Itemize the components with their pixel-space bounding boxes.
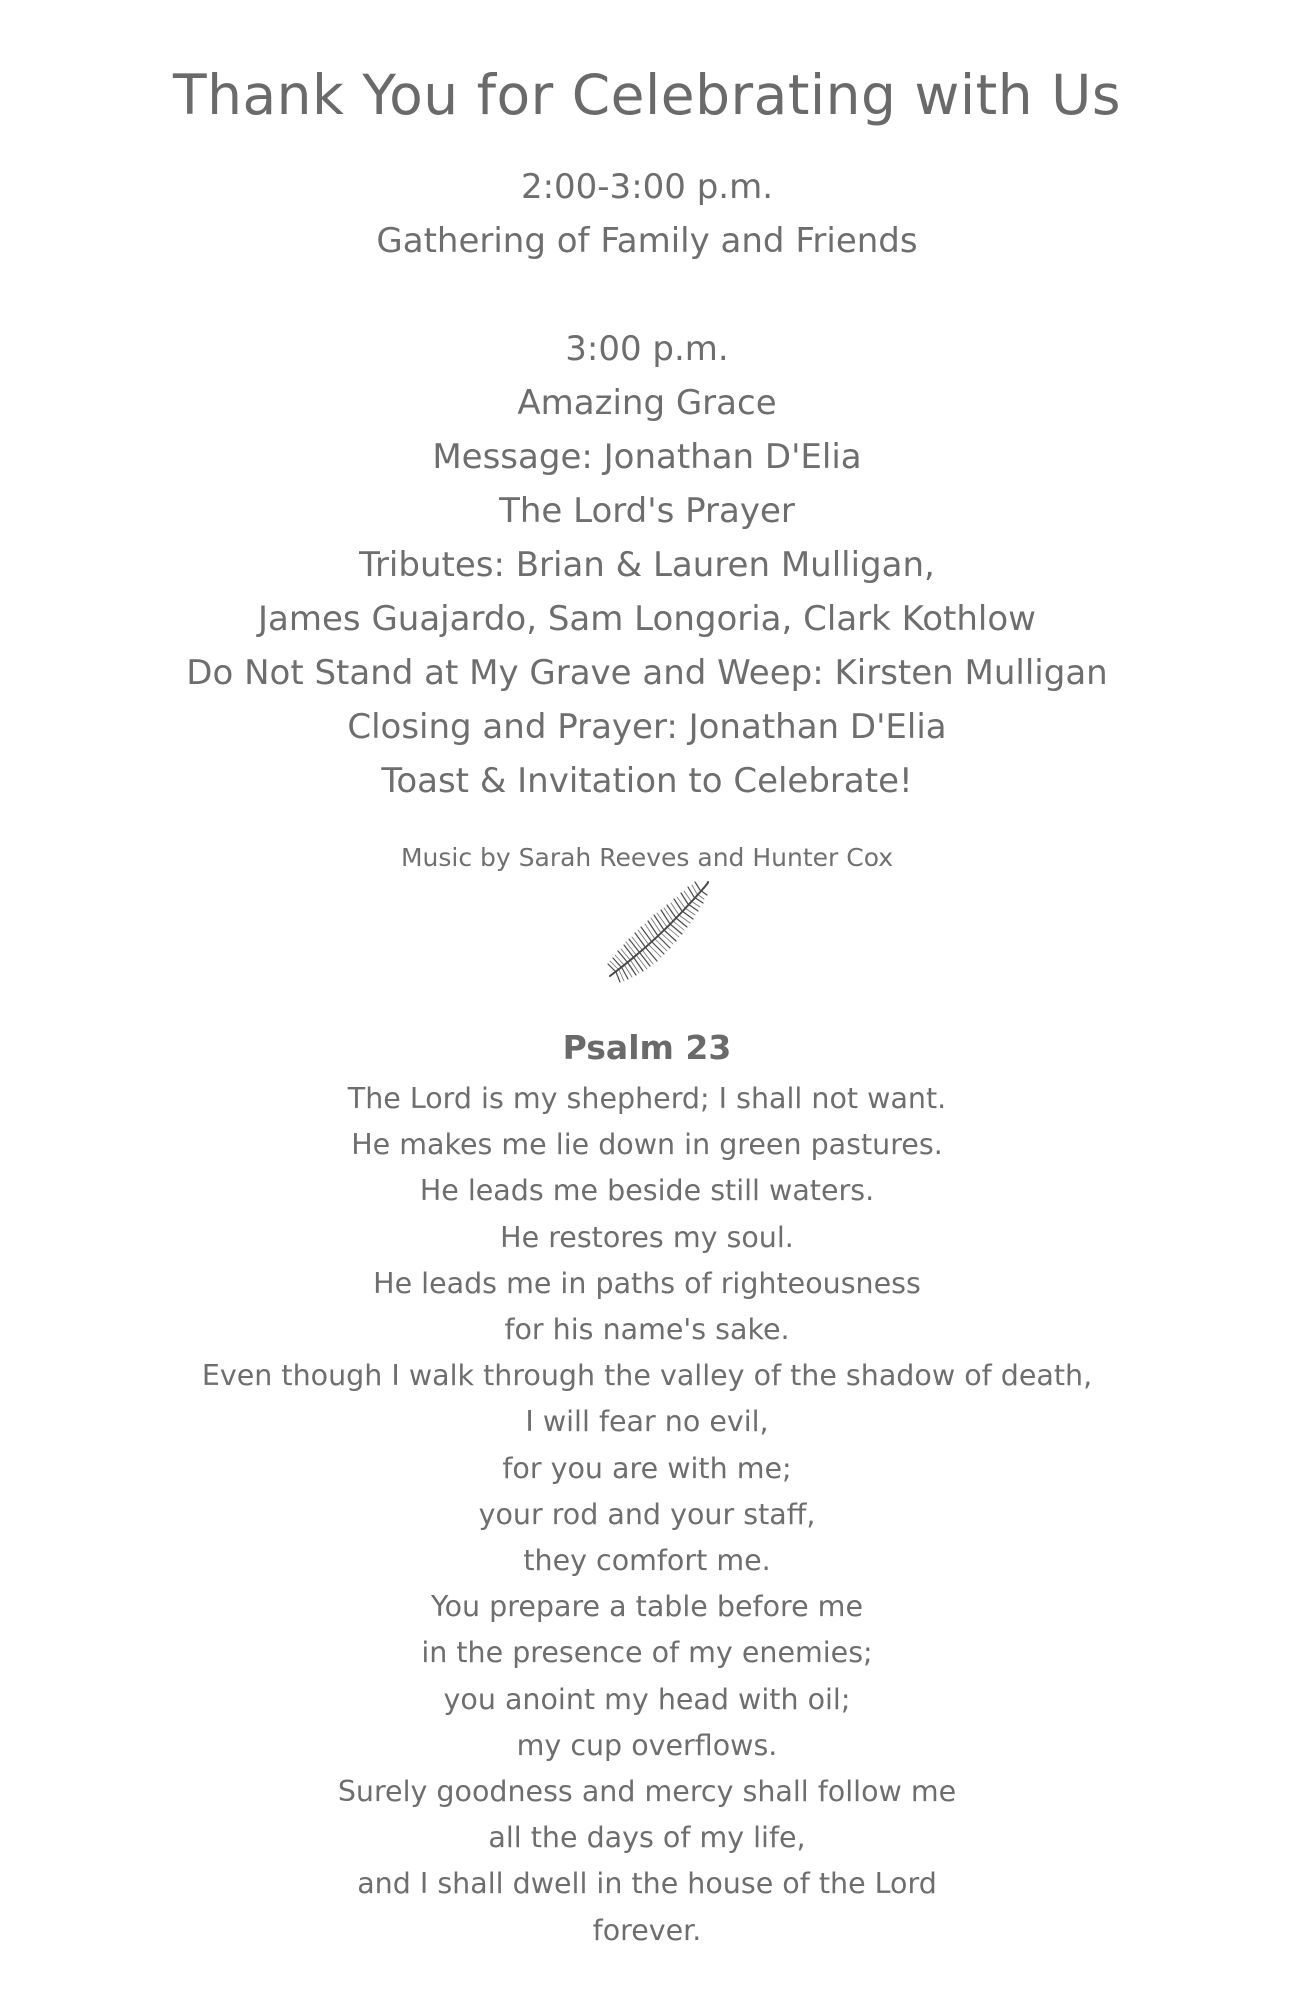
psalm-line: He makes me lie down in green pastures. [351, 1128, 943, 1162]
program-item: The Lord's Prayer [499, 491, 795, 531]
service-time: 3:00 p.m. [565, 329, 729, 369]
psalm-text [0, 1076, 1294, 1954]
gathering-label: Gathering of Family and Friends [376, 221, 918, 261]
program-item: Toast & Invitation to Celebrate! [381, 761, 913, 801]
psalm-line: for you are with me; [502, 1451, 792, 1485]
program-item: Message: Jonathan D'Elia [432, 437, 862, 477]
page-title: Thank You for Celebrating with Us [172, 63, 1121, 127]
psalm-line: He leads me in paths of righteousness [373, 1266, 921, 1300]
psalm-line: they comfort me. [523, 1544, 771, 1578]
program-item: Amazing Grace [517, 383, 777, 423]
psalm-line: all the days of my life, [488, 1821, 806, 1855]
psalm-line: you anoint my head with oil; [443, 1682, 851, 1716]
psalm-line: for his name's sake. [504, 1313, 790, 1347]
program-item: James Guajardo, Sam Longoria, Clark Kothlow [258, 599, 1036, 639]
psalm-line: I will fear no evil, [525, 1405, 769, 1439]
psalm-line: The Lord is my shepherd; I shall not want. [347, 1082, 947, 1115]
gathering-time: 2:00-3:00 p.m. [520, 167, 774, 207]
psalm-line: and I shall dwell in the house of the Lord [357, 1867, 937, 1901]
psalm-line: Surely goodness and mercy shall follow me [337, 1775, 957, 1809]
music-credit: Music by Sarah Reeves and Hunter Cox [400, 843, 894, 872]
psalm-title: Psalm 23 [562, 1028, 732, 1067]
program-item: Tributes: Brian & Lauren Mulligan, [359, 545, 935, 585]
psalm-line: in the presence of my enemies; [421, 1636, 873, 1670]
program-item: Closing and Prayer: Jonathan D'Elia [347, 707, 947, 747]
service-program [0, 160, 1294, 808]
spacer [0, 268, 1294, 322]
psalm-line: my cup overflows. [516, 1728, 778, 1762]
psalm-line: He leads me beside still waters. [419, 1174, 875, 1208]
psalm-line: Even though I walk through the valley of the shadow of death, [201, 1359, 1093, 1393]
fern-icon [600, 878, 720, 988]
psalm-line: forever. [592, 1913, 702, 1947]
program-item: Do Not Stand at My Grave and Weep: Kirsten Mulligan [186, 653, 1108, 693]
psalm-line: your rod and your staff, [478, 1497, 816, 1531]
psalm-line: He restores my soul. [500, 1220, 794, 1254]
psalm-line: You prepare a table before me [431, 1590, 863, 1624]
